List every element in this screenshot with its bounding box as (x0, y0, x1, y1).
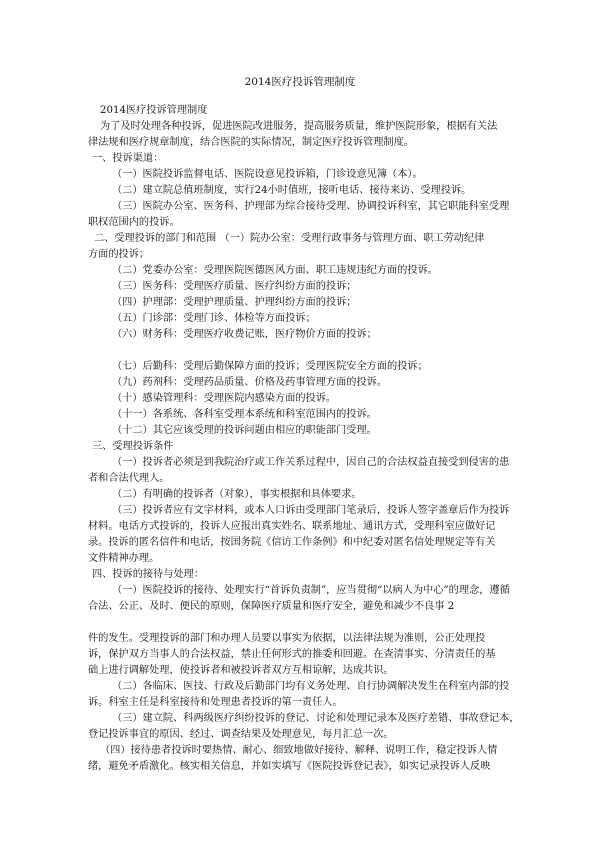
body-line: 材料。电话方式投诉的，投诉人应报出真实姓名、联系地址、通讯方式，受理科室应做好记 (88, 521, 496, 532)
body-line: （三）建立院、科两级医疗纠纷投诉的登记、讨论和处理记录本及医疗差错、事故登记本， (112, 713, 520, 724)
body-line: （七）后勤科：受理后勤保障方面的投诉；受理医院安全方面的投诉； (112, 361, 428, 372)
section-heading: 四、投诉的接待与处理： (92, 569, 205, 580)
section-heading: 三、受理投诉条件 (92, 441, 174, 452)
body-line: （四）接待患者投诉时要热情、耐心、细致地做好接待、解释、说明工作，稳定投诉人情 (100, 745, 498, 756)
body-line: 础上进行调解处理，使投诉者和被投诉者双方互相谅解，达成共识。 (88, 665, 394, 676)
body-line: 职权范围内的投诉。 (88, 217, 180, 228)
body-line: 2014医疗投诉管理制度 (100, 105, 208, 116)
body-line: （三）投诉者应有文字材料，或本人口诉由受理部门笔录后，投诉人签字盖章后作为投诉 (112, 505, 510, 516)
body-line: （一）投诉者必须是到我院治疗或工作关系过程中，因自己的合法权益直接受到侵害的患 (112, 457, 510, 468)
body-line: （十）感染管理科：受理医院内感染方面的投诉。 (112, 393, 337, 404)
body-line: （一）医院投诉监督电话、医院设意见投诉箱，门诊设意见簿（本）。 (112, 169, 423, 180)
body-line: （九）药剂科：受理药品质量、价格及药事管理方面的投诉。 (112, 377, 388, 388)
body-line: 绪，避免矛盾激化。核实相关信息，并如实填写《医院投诉登记表》，如实记录投诉人反映 (88, 761, 491, 772)
body-line: （三）医务科：受理医疗质量、医疗纠纷方面的投诉； (112, 281, 357, 292)
body-line: 诉，保护双方当事人的合法权益，禁止任何形式的推委和回避。在查清事实、分清责任的基 (88, 649, 496, 660)
body-line: （四）护理部：受理护理质量、护理纠纷方面的投诉； (112, 297, 357, 308)
body-line: （三）医院办公室、医务科、护理部为综合接待受理、协调投诉科室，其它职能科室受理 (112, 201, 510, 212)
body-line: 者和合法代理人。 (88, 473, 170, 484)
body-line: （二）各临床、医技、行政及后勤部门均有义务处理、自行协调解决发生在科室内部的投 (112, 681, 510, 692)
body-line: 方面的投诉； (88, 249, 150, 260)
section-heading: 二、受理投诉的部门和范围 （一）院办公室：受理行政事务与管理方面、职工劳动纪律 (94, 233, 485, 244)
body-line: （六）财务科：受理医疗收费记账，医疗物价方面的投诉； (112, 329, 377, 340)
document-title: 2014医疗投诉管理制度 (244, 76, 356, 88)
body-line: （五）门诊部：受理门诊、体检等方面投诉； (112, 313, 316, 324)
body-line: 登记投诉事宜的原因、经过、调查结果及处理意见，每月汇总一次。 (88, 729, 394, 740)
body-line: （二）建立院总值班制度，实行24小时值班，接听电话、接待来访、受理投诉。 (112, 185, 472, 196)
body-line: （二）党委办公室：受理医院医德医风方面、职工违规违纪方面的投诉。 (112, 265, 438, 276)
body-line: （十二）其它应该受理的投诉问题由相应的职能部门受理。 (112, 425, 377, 436)
body-line: 为了及时处理各种投诉，促进医院改进服务，提高服务质量，维护医院形象，根据有关法 (100, 121, 498, 132)
body-line: （二）有明确的投诉者（对象），事实根据和具体要求。 (112, 489, 362, 500)
body-line: 律法规和医疗规章制度，结合医院的实际情况，制定医疗投诉管理制度。 (88, 137, 414, 148)
body-line: 文件精神办理。 (88, 553, 160, 564)
section-heading: 一、投诉渠道： (92, 153, 164, 164)
body-line: （一）医院投诉的接待、处理实行“首诉负责制”，应当贯彻“以病人为中心”的理念，遵循 (112, 585, 510, 596)
body-line: 合法、公正、及时、便民的原则，保障医疗质量和医疗安全，避免和减少不良事 2 (88, 601, 455, 612)
body-line: 件的发生。受理投诉的部门和办理人员要以事实为依据，以法律法规为准则，公正处理投 (88, 633, 486, 644)
body-line: 录。投诉的匿名信件和电话，按国务院《信访工作条例》和中纪委对匿名信处理规定等有关 (88, 537, 496, 548)
body-line: 诉。科室主任是科室接待和处理患者投诉的第一责任人。 (88, 697, 343, 708)
body-line: （十一）各系统、各科室受理本系统和科室范围内的投诉。 (112, 409, 377, 420)
